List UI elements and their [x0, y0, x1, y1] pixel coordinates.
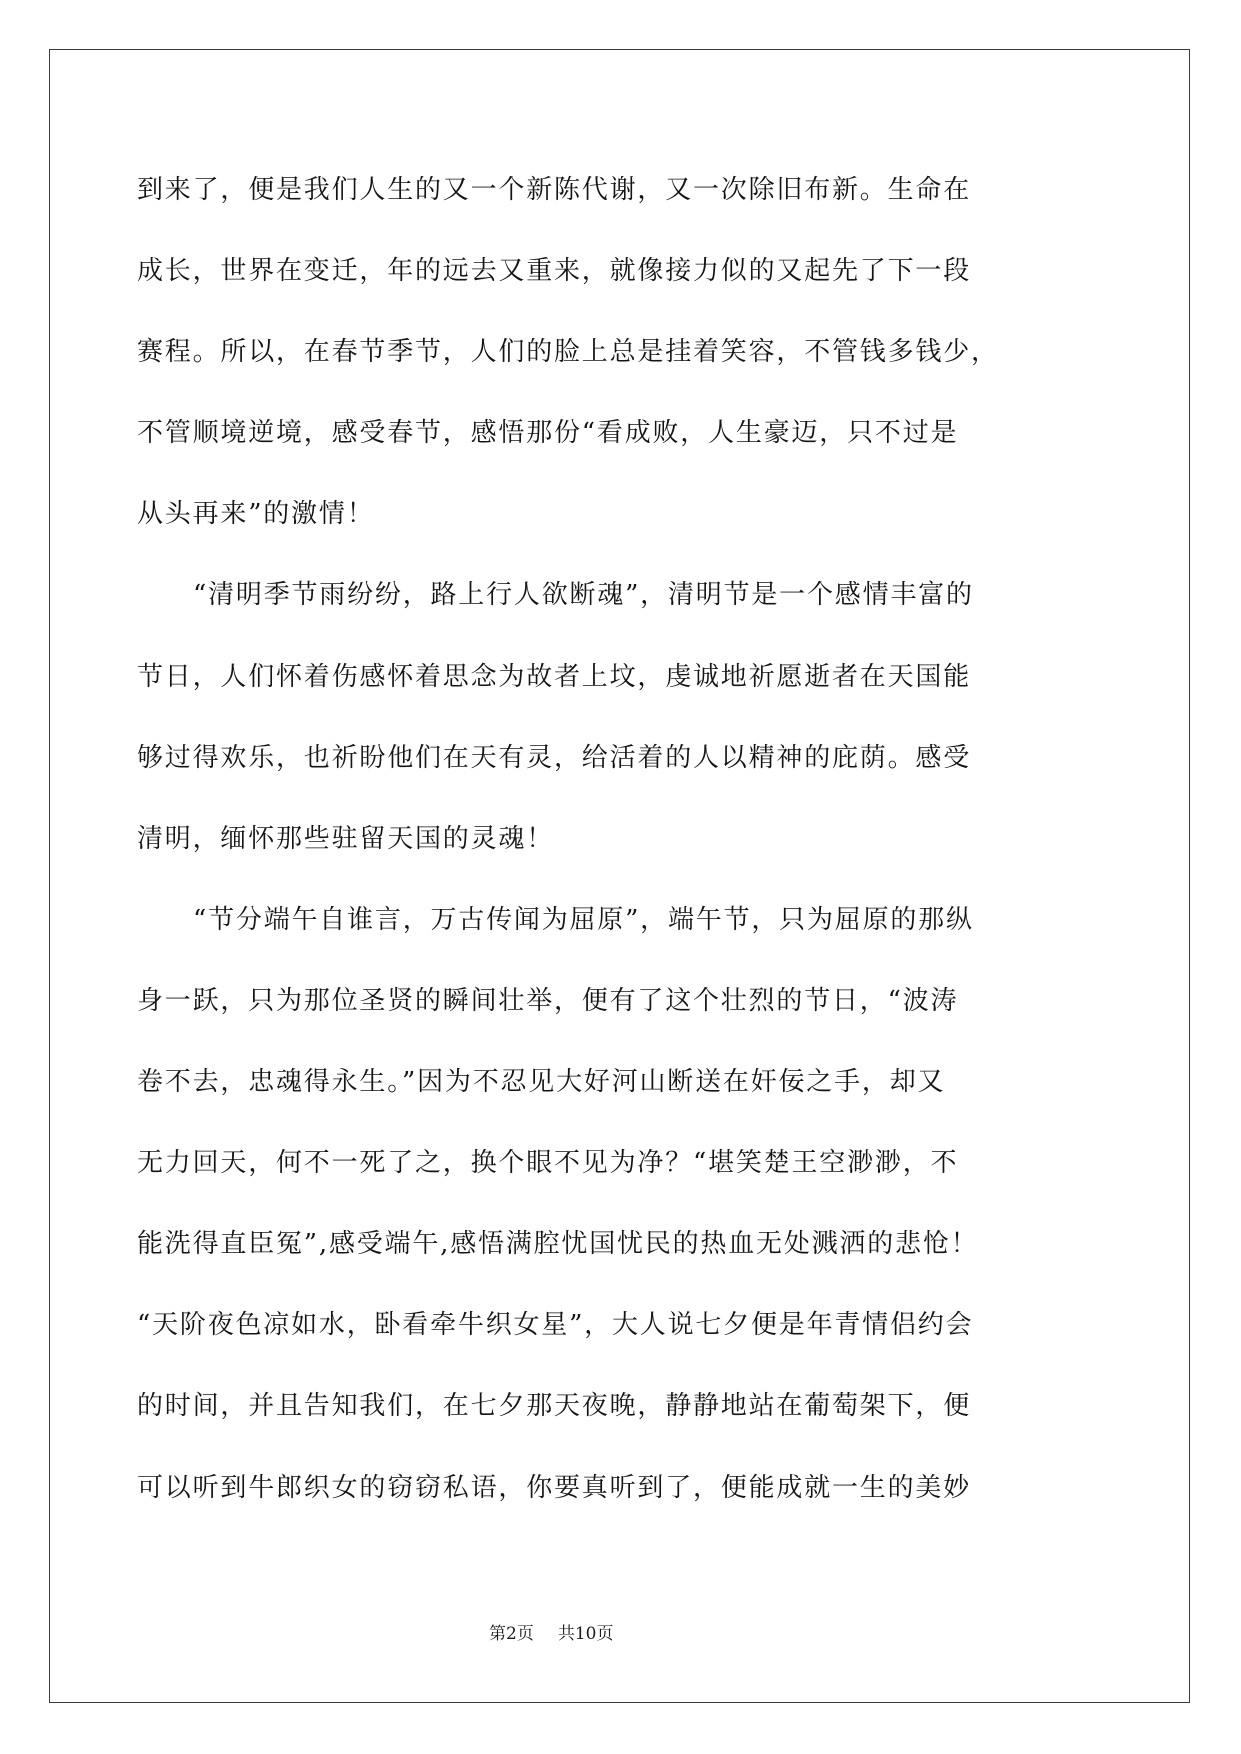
text-line: 不管顺境逆境，感受春节，感悟那份“看成败，人生豪迈，只不过是	[137, 418, 959, 449]
text-line: 卷不去，忠魂得永生。”因为不忍见大好河山断送在奸佞之手，却又	[137, 1067, 946, 1098]
text-line: 节日，人们怀着伤感怀着思念为故者上坟，虔诚地祈愿逝者在天国能	[137, 661, 972, 692]
text-line: 的时间，并且告知我们，在七夕那天夜晚，静静地站在葡萄架下，便	[137, 1391, 972, 1422]
text-line: 成长，世界在变迁，年的远去又重来，就像接力似的又起先了下一段	[137, 256, 972, 287]
text-line: “天阶夜色凉如水，卧看牵牛织女星”，大人说七夕便是年青情侣约会	[137, 1310, 974, 1341]
page-footer	[489, 1622, 613, 1646]
text-line: 到来了，便是我们人生的又一个新陈代谢，又一次除旧布新。生命在	[137, 175, 972, 205]
total-page-count: 共10页	[557, 1624, 614, 1644]
text-line: 可以听到牛郎织女的窃窃私语，你要真听到了，便能成就一生的美妙	[137, 1472, 972, 1503]
paragraph-spring-festival	[137, 150, 1037, 555]
text-line: 赛程。所以，在春节季节，人们的脸上总是挂着笑容，不管钱多钱少，	[137, 337, 999, 368]
paragraph-qingming	[137, 555, 1037, 879]
text-line: “节分端午自谁言，万古传闻为屈原”，端午节，只为屈原的那纵	[193, 904, 974, 935]
text-line: “清明季节雨纷纷，路上行人欲断魂”，清明节是一个感情丰富的	[193, 580, 974, 611]
text-line: 身一跃，只为那位圣贤的瞬间壮举，便有了这个壮烈的节日，“波涛	[137, 985, 959, 1016]
current-page-number: 第2页	[489, 1624, 534, 1644]
text-line: 清明，缅怀那些驻留天国的灵魂！	[137, 823, 555, 854]
text-line: 无力回天，何不一死了之，换个眼不见为净？“堪笑楚王空渺渺，不	[137, 1148, 959, 1179]
text-line: 能洗得直臣冤”,感受端午,感悟满腔忧国忧民的热血无处溅洒的悲怆！	[137, 1229, 979, 1260]
paragraph-duanwu	[137, 880, 1037, 1285]
text-line: 从头再来”的激情！	[137, 499, 375, 530]
document-body	[137, 150, 1037, 1529]
paragraph-qixi	[137, 1285, 1037, 1528]
text-line: 够过得欢乐，也祈盼他们在天有灵，给活着的人以精神的庇荫。感受	[137, 742, 972, 773]
